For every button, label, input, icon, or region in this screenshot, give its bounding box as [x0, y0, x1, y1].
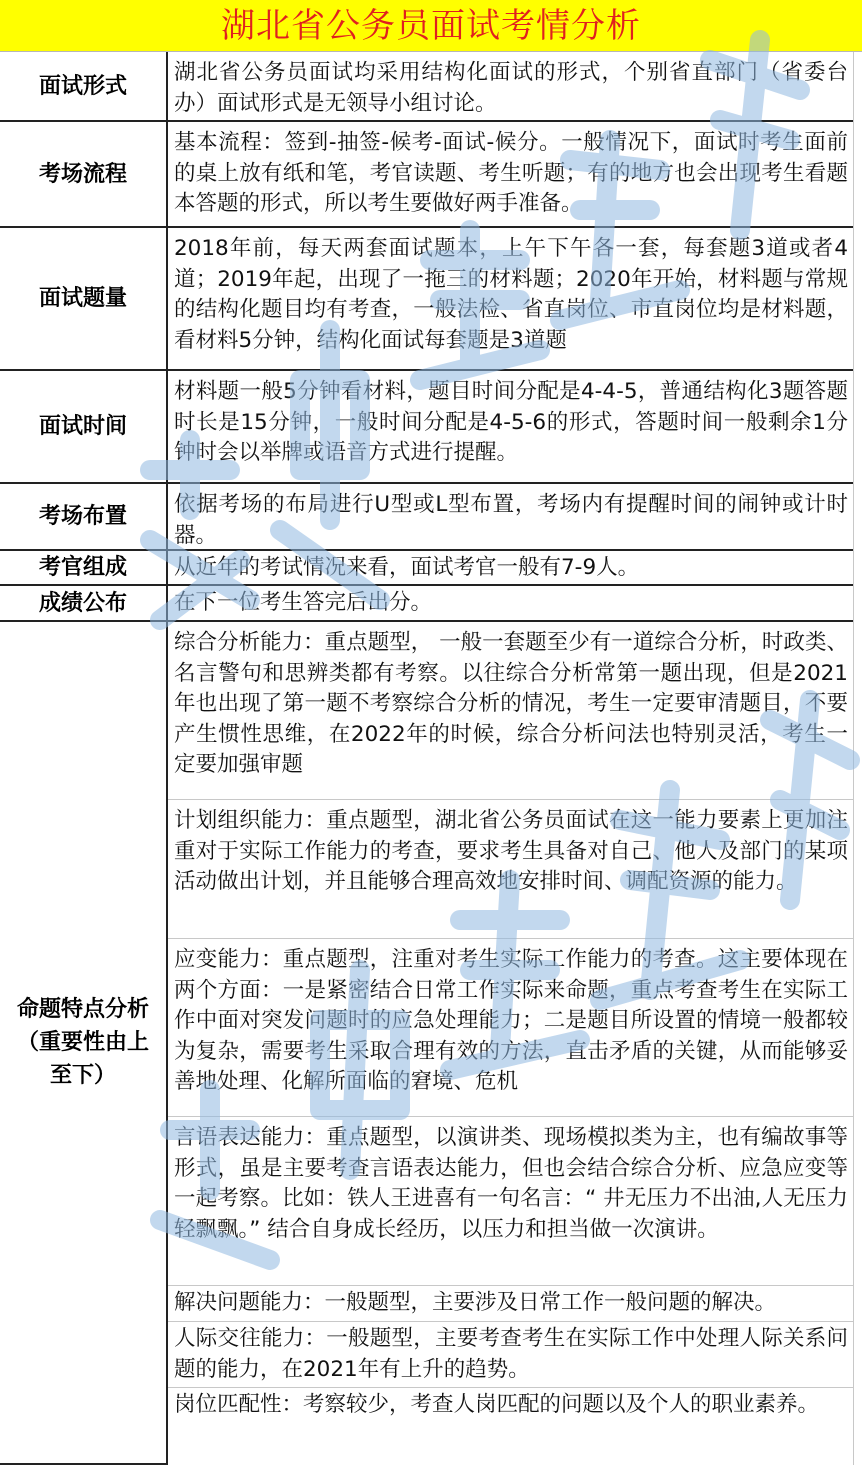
features-label-line: 命题特点分析: [16, 997, 149, 1022]
feature-item: 应变能力：重点题型，注重对考生实际工作能力的考查。这主要体现在两个方面：一是紧密结合日常工作实际来命题，重点考查考生在实际工作中面对突发问题时的应急处理能力；二是题目所设置的情境一般都较为复杂，需要考生采取合理有效的方法，直击矛盾的关键，从而能够妥善地处理、化解所面临的窘境、危机: [168, 939, 854, 1117]
row-label: 考场布置: [0, 484, 168, 551]
feature-item: 计划组织能力：重点题型，湖北省公务员面试在这一能力要素上更加注重对于实际工作能力的考查，要求考生具备对自己、他人及部门的某项活动做出计划，并且能够合理高效地安排时间、调配资源的能力。: [168, 800, 854, 939]
row-content: 基本流程：签到-抽签-候考-面试-候分。一般情况下，面试时考生面前的桌上放有纸和笔，考官读题、考生听题；有的地方也会出现考生看题本答题的形式，所以考生要做好两手准备。: [168, 122, 854, 228]
feature-item: 综合分析能力：重点题型， 一般一套题至少有一道综合分析，时政类、名言警句和思辨类都有考察。以往综合分析常第一题出现，但是2021年也出现了第一题不考察综合分析的情况，考生一定要审清题目，不要产生惯性思维，在2022年的时候，综合分析问法也特别灵活，考生一定要加强审题: [168, 622, 854, 800]
table-row: [0, 551, 862, 586]
feature-item: 言语表达能力：重点题型，以演讲类、现场模拟类为主，也有编故事等形式，虽是主要考查言语表达能力，但也会结合综合分析、应急应变等一起考察。比如：铁人王进喜有一句名言：“ 井无压力不出油,人无压力轻飘飘。” 结合自身成长经历，以压力和担当做一次演讲。: [168, 1117, 854, 1286]
table-row: [0, 122, 862, 228]
analysis-table: [0, 52, 862, 1465]
row-label: 面试时间: [0, 371, 168, 484]
row-label: 成绩公布: [0, 586, 168, 622]
table-row: [0, 52, 862, 122]
row-content: 在下一位考生答完后出分。: [168, 586, 854, 622]
row-content: 依据考场的布局进行U型或L型布置，考场内有提醒时间的闹钟或计时器。: [168, 484, 854, 551]
table-right-border: [853, 52, 854, 1465]
row-label: 考场流程: [0, 122, 168, 228]
row-label: 面试题量: [0, 228, 168, 371]
features-label-line: 至下）: [49, 1063, 116, 1088]
page-title: 湖北省公务员面试考情分析: [0, 0, 862, 52]
row-content: 材料题一般5分钟看材料，题目时间分配是4-4-5，普通结构化3题答题时长是15分钟，一般时间分配是4-5-6的形式，答题时间一般剩余1分钟时会以举牌或语音方式进行提醒。: [168, 371, 854, 484]
table-row: [0, 228, 862, 371]
row-label: 考官组成: [0, 551, 168, 586]
table-row: [0, 484, 862, 551]
feature-item: 人际交往能力：一般题型，主要考查考生在实际工作中处理人际关系问题的能力，在2021年有上升的趋势。: [168, 1322, 854, 1388]
features-section: [0, 622, 862, 1465]
table-row: [0, 586, 862, 622]
feature-item: 岗位匹配性：考察较少，考查人岗匹配的问题以及个人的职业素养。: [174, 1392, 820, 1417]
row-label: 面试形式: [0, 52, 168, 122]
features-label-line: （重要性由上: [16, 1030, 149, 1055]
row-content: 从近年的考试情况来看，面试考官一般有7-9人。: [168, 551, 854, 586]
table-row: [0, 371, 862, 484]
features-label: [0, 622, 168, 1465]
row-content: 湖北省公务员面试均采用结构化面试的形式，个别省直部门（省委台办）面试形式是无领导小组讨论。: [168, 52, 854, 122]
row-content: 2018年前，每天两套面试题本，上午下午各一套，每套题3道或者4道；2019年起，出现了一拖三的材料题；2020年开始，材料题与常规的结构化题目均有考查，一般法检、省直岗位、市直岗位均是材料题，看材料5分钟，结构化面试每套题是3道题: [168, 228, 854, 371]
feature-item: 解决问题能力：一般题型，主要涉及日常工作一般问题的解决。: [168, 1286, 854, 1322]
